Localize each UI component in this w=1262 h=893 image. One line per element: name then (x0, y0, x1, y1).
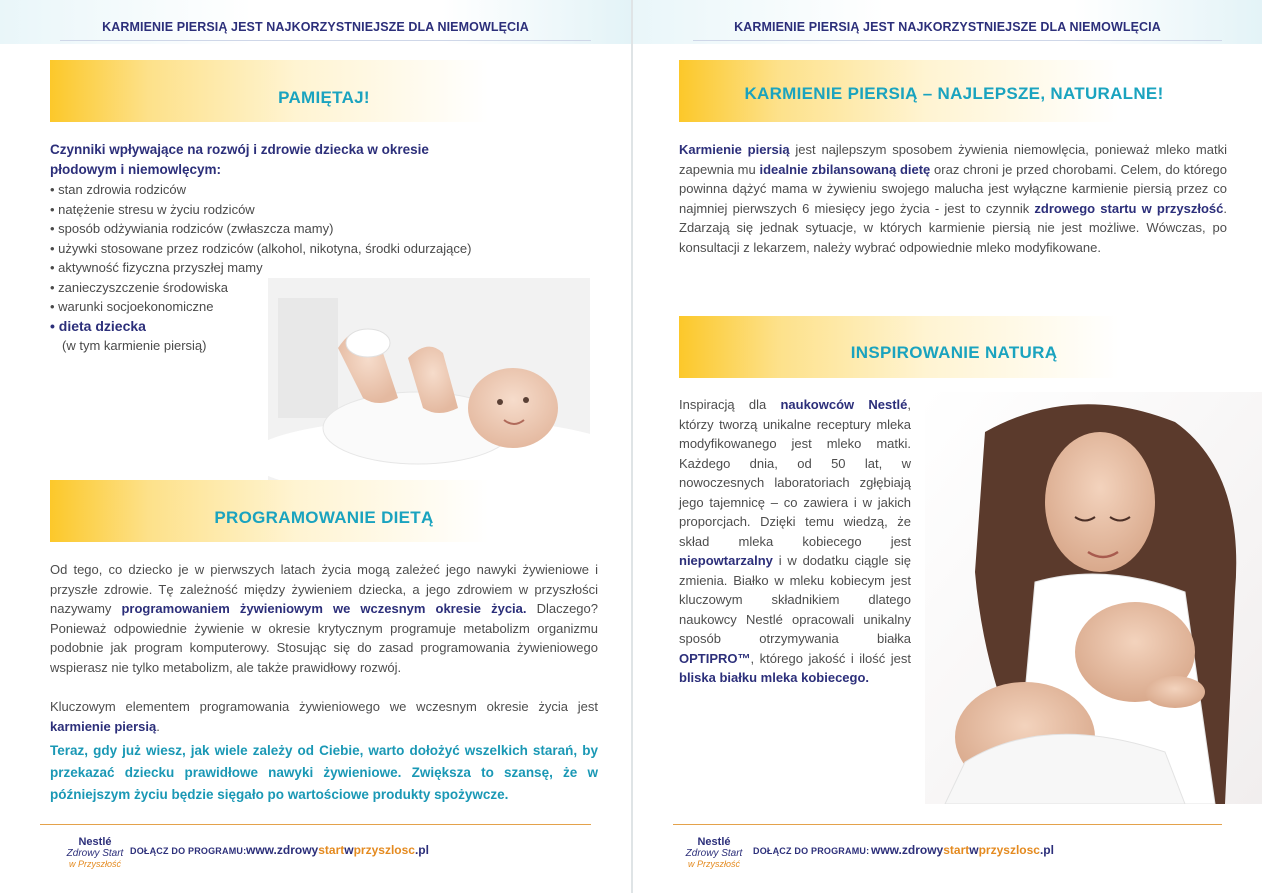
paragraph-text: . (156, 718, 160, 734)
paragraph-text: , którzy tworzą unikalne receptury mleka modyfikowanego jest mleko matki. Każdego dnia, od 50 lat, w nowoczesnych laboratoriach zgłębiają jego tajemnicę – co zawiera i w jakich proporcjach. Dzięki temu wiedzą, że skład mleka kobiecego jest (679, 397, 912, 549)
paragraph-text: . Zdarzają się jednak sytuacje, w których karmienie piersią nie jest możliwe. Wówczas, po konsultacji z lekarzem, należy wybrać odpowiednie mleko modyfikowane. (679, 200, 1228, 255)
header-divider (60, 40, 591, 41)
program-url[interactable] (246, 843, 429, 857)
section-title-inspirowanie: INSPIROWANIE NATURĄ (850, 343, 1058, 362)
footer (60, 828, 600, 878)
paragraph-bold: OPTIPRO™ (679, 650, 751, 666)
paragraph-bold: niepowtarzalny (679, 553, 773, 568)
logo-line2: w Przyszłość (68, 859, 121, 869)
footer (679, 828, 1219, 878)
karmienie-paragraph (679, 140, 1227, 257)
logo-brand: Nestlé (78, 836, 112, 848)
list-item-highlight: • dieta dziecka (50, 317, 146, 334)
section-title-programowanie: PROGRAMOWANIE DIETĄ (214, 508, 434, 527)
nestle-logo (60, 828, 130, 876)
url-part: www. (246, 843, 277, 857)
paragraph-bold: idealnie zbilansowaną dietę (759, 161, 931, 177)
paragraph-bold: bliska białku mleka kobiecego. (679, 670, 870, 685)
nestle-logo (679, 828, 749, 876)
url-part: w (344, 843, 354, 857)
key-element-paragraph (50, 697, 598, 736)
header-divider (693, 40, 1222, 41)
join-label: DOŁĄCZ DO PROGRAMU: (130, 846, 247, 856)
paragraph-bold: karmienie piersią (50, 718, 157, 734)
header-title: KARMIENIE PIERSIĄ JEST NAJKORZYSTNIEJSZE DLA NIEMOWLĘCIA (734, 20, 1161, 34)
section-title-karmienie: KARMIENIE PIERSIĄ – NAJLEPSZE, NATURALNE! (744, 84, 1164, 103)
url-part: start (943, 843, 970, 857)
mother-baby-illustration (925, 392, 1262, 804)
factors-intro: Czynniki wpływające na rozwój i zdrowie dziecka w okresie płodowym i niemowlęcym: (50, 142, 429, 177)
url-part: .pl (414, 843, 429, 857)
url-part: .pl (1039, 843, 1054, 857)
list-item: • sposób odżywiania rodziców (zwłaszcza mamy) (50, 221, 334, 236)
paragraph-bold: Karmienie piersią (679, 142, 790, 157)
paragraph-text: oraz chroni je przed chorobami. Celem, do którego powinna dążyć mama w żywieniu swojego malucha jest wyłączne karmienie piersią przez co najmniej pierwszych 6 miesięcy jego życia - jest to czynnik (679, 161, 1227, 216)
paragraph-text: jest najlepszym sposobem żywienia niemowlęcia, ponieważ mleko matki zapewnia mu (679, 142, 1227, 177)
url-part: zdrowy (901, 843, 944, 857)
section-band (679, 316, 1229, 378)
logo-line1: Zdrowy Start (66, 848, 124, 859)
join-label: DOŁĄCZ DO PROGRAMU: (753, 846, 870, 856)
header-title: KARMIENIE PIERSIĄ JEST NAJKORZYSTNIEJSZE DLA NIEMOWLĘCIA (102, 20, 529, 34)
list-item: • zanieczyszczenie środowiska (50, 279, 228, 295)
paragraph-text: Dlaczego? Ponieważ odpowiednie żywienie w okresie krytycznym programuje metabolizm organizmu podobnie jak program komputerowy. Stosując się do zasad programowania żywieniowego wspierasz nie tylko metabolizm, ale także prawidłowy rozwój. (50, 601, 598, 675)
logo-line2: w Przyszłość (687, 859, 740, 869)
baby-illustration (268, 278, 590, 490)
section-title-pamietaj: PAMIĘTAJ! (278, 88, 370, 107)
paragraph-text: i w dodatku ciągle się zmienia. Białko w mleku kobiecym jest kluczowym składnikiem dlatego naukowcy Nestlé opracowali unikalny sposób otrzymywania białka (679, 553, 911, 646)
list-item: • natężenie stresu w życiu rodziców (50, 201, 255, 217)
paragraph-bold: naukowców Nestlé (780, 397, 908, 412)
logo-line1: Zdrowy Start (685, 848, 743, 859)
url-part: start (318, 843, 345, 857)
inspirowanie-paragraph (679, 395, 911, 688)
footer-divider (40, 824, 591, 825)
paragraph-text: , którego jakość i ilość jest (750, 650, 911, 666)
footer-divider (673, 824, 1222, 825)
paragraph-text: Inspiracją dla (679, 397, 781, 412)
paragraph-bold: zdrowego startu w przyszłość (1034, 200, 1224, 216)
paragraph-bold: programowaniem żywieniowym we wczesnym okresie życia. (121, 601, 527, 616)
list-item: • aktywność fizyczna przyszłej mamy (50, 260, 263, 275)
mother-baby-photo (925, 392, 1262, 804)
logo-brand: Nestlé (697, 836, 731, 848)
paragraph-text: Kluczowym elementem programowania żywieniowego we wczesnym okresie życia jest (50, 699, 598, 714)
section-band (50, 480, 598, 542)
list-item: • warunki socjoekonomiczne (50, 299, 214, 314)
section-band (679, 60, 1229, 122)
url-part: przyszlosc (978, 843, 1040, 857)
list-item-note: (w tym karmienie piersią) (62, 338, 207, 353)
program-url[interactable] (871, 843, 1054, 857)
right-page (633, 0, 1262, 893)
paragraph-text: Od tego, co dziecko je w pierwszych latach życia mogą zależeć jego nawyki żywieniowe i przyszłe zdrowie. Tę zależność między żywieniem dziecka, a jego zdrowiem w przyszłości nazywamy (50, 562, 598, 616)
section-band (50, 60, 598, 122)
list-item: • używki stosowane przez rodziców (alkohol, nikotyna, środki odurzające) (50, 240, 472, 256)
url-part: zdrowy (276, 843, 319, 857)
list-item: • stan zdrowia rodziców (50, 182, 187, 197)
url-part: w (969, 843, 979, 857)
baby-photo (268, 278, 590, 490)
url-part: przyszlosc (353, 843, 415, 857)
teal-conclusion: Teraz, gdy już wiesz, jak wiele zależy od Ciebie, warto dołożyć wszelkich starań, by przekazać dziecku prawidłowe nawyki żywieniowe. Zwiększa to szansę, że w późniejszym życiu będzie sięgało po wartościowe produkty spożywcze. (50, 743, 598, 802)
programowanie-paragraph (50, 560, 598, 677)
url-part: www. (871, 843, 902, 857)
